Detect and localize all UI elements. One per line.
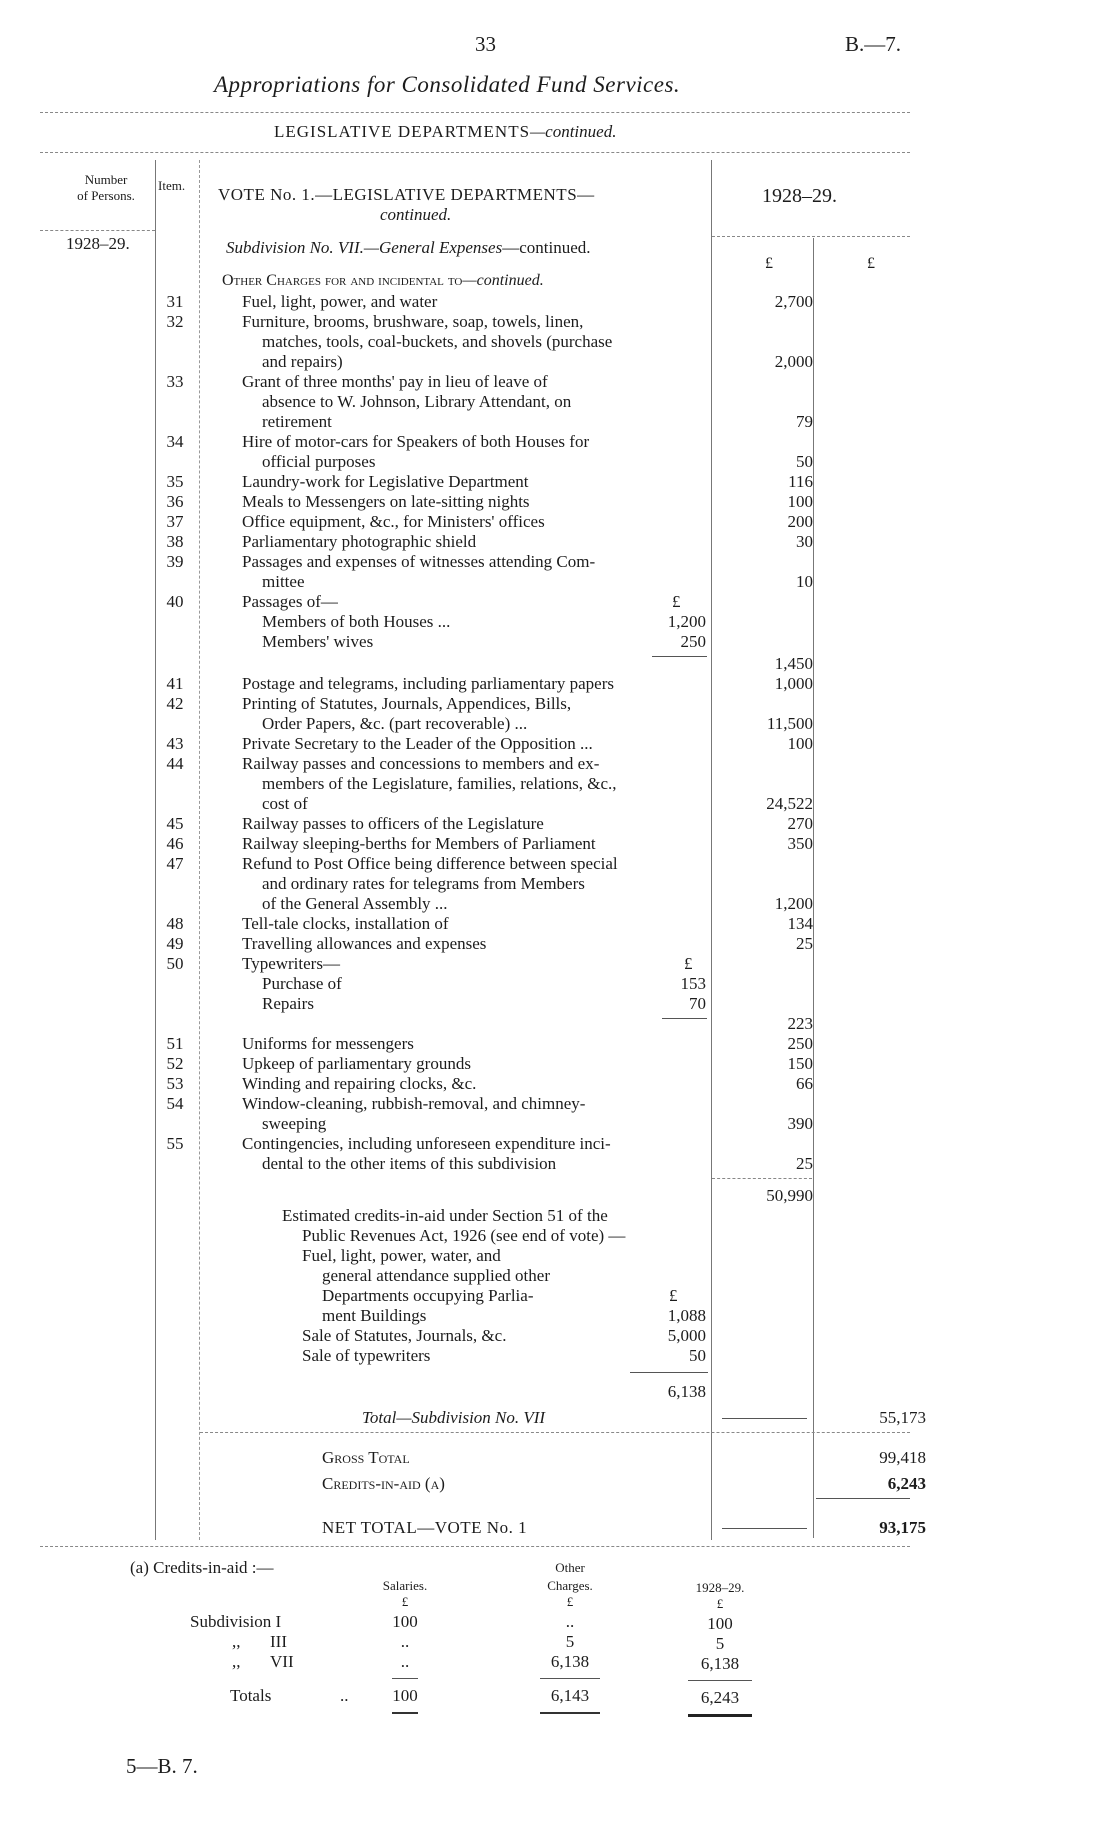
footnote-row-other: 6,138: [550, 1652, 590, 1671]
footnote-total-double-rule: [540, 1712, 600, 1714]
item-description: Contingencies, including unforeseen expenditure inci-: [242, 1134, 611, 1153]
footnote-col-other-2: Charges.: [547, 1578, 593, 1593]
year-persons-header: 1928–29.: [66, 234, 130, 253]
item-number: 45: [166, 814, 184, 833]
document-reference: B.—7.: [845, 32, 902, 56]
footnote-title: (a) Credits-in-aid :—: [130, 1558, 274, 1577]
item-number: 48: [166, 914, 184, 933]
title-rule: [40, 112, 910, 113]
footnote-ditto: ,,: [232, 1632, 241, 1651]
item-number: 52: [166, 1054, 184, 1073]
other-charges-cont: —continued.: [462, 272, 544, 289]
item-amount: 30: [796, 532, 813, 551]
year-header-rule: [712, 236, 910, 237]
credits-line: Estimated credits-in-aid under Section 51 of the: [282, 1206, 608, 1225]
credits-line: Departments occupying Parlia-: [322, 1286, 534, 1305]
totals-rule: [200, 1432, 910, 1433]
credits-line: Fuel, light, power, water, and: [302, 1246, 501, 1265]
item-description: Winding and repairing clocks, &c.: [242, 1074, 477, 1093]
item-description: Travelling allowances and expenses: [242, 934, 487, 953]
item-description-cont: of the General Assembly ...: [262, 894, 448, 913]
item-description: Tell-tale clocks, installation of: [242, 914, 449, 933]
passages-sub-value: 250: [680, 632, 706, 651]
item-number: 37: [166, 512, 184, 531]
gross-total-label: Gross Total: [322, 1448, 410, 1467]
item-amount: 116: [788, 472, 813, 491]
item-number: 51: [166, 1034, 184, 1053]
footnote-pound: £: [716, 1596, 724, 1611]
passages-pound: £: [672, 592, 681, 611]
item-description: Passages and expenses of witnesses attending Com-: [242, 552, 596, 571]
item-amount: 390: [787, 1114, 813, 1133]
item-description: Refund to Post Office being difference between special: [242, 854, 618, 873]
subdivision-total-dash: [722, 1418, 807, 1419]
typewriters-sub-value: 153: [680, 974, 706, 993]
subdivision-total-label: Total—Subdivision No. VII: [362, 1408, 546, 1427]
credits-in-aid-label-text: Credits-in-aid (a): [322, 1474, 445, 1493]
page-footer: 5—B. 7.: [126, 1754, 198, 1778]
item-amount: 25: [796, 934, 813, 953]
footnote-sum-rule: [540, 1678, 600, 1679]
item-amount: 200: [787, 512, 813, 531]
item-number: 38: [166, 532, 184, 551]
footnote-total-double-rule: [688, 1714, 752, 1717]
item-description: Grant of three months' pay in lieu of leave of: [242, 372, 548, 391]
footnote-row-label: VII: [270, 1652, 294, 1671]
footnote-row-salaries: 100: [392, 1612, 418, 1631]
item-number: 46: [166, 834, 184, 853]
credits-sale-statutes-value: 5,000: [667, 1326, 706, 1345]
item-number: 41: [166, 674, 184, 693]
net-total-dash: [722, 1528, 807, 1529]
footnote-col-year: 1928–29.: [695, 1580, 745, 1595]
footnote-row-other: 5: [565, 1632, 575, 1651]
item-description-cont: mittee: [262, 572, 305, 591]
item-number: 40: [166, 592, 184, 611]
credits-sale-statutes: Sale of Statutes, Journals, &c.: [302, 1326, 507, 1345]
item-amount: 10: [796, 572, 813, 591]
item-description: Private Secretary to the Leader of the Opposition ...: [242, 734, 593, 753]
item-amount: 350: [787, 834, 813, 853]
item-description: Upkeep of parliamentary grounds: [242, 1054, 471, 1073]
typewriters-sub-label: Repairs: [262, 994, 314, 1013]
item-description: Hire of motor-cars for Speakers of both Houses for: [242, 432, 590, 451]
subdivision-heading: [226, 238, 591, 258]
typewriters-sub-label: Purchase of: [262, 974, 342, 993]
item-amount: 1,000: [774, 674, 813, 693]
vote-header-continued: continued.: [380, 205, 452, 224]
credits-sale-typewriters-value: 50: [689, 1346, 706, 1365]
pound-header-amount: £: [765, 255, 773, 272]
subtotal-amount: 50,990: [766, 1186, 813, 1205]
other-charges-label: Other Charges for and incidental to: [222, 272, 463, 289]
item-amount: 11,500: [766, 714, 813, 733]
item-amount: 1,200: [774, 894, 813, 913]
net-total-value: 93,175: [879, 1518, 926, 1537]
item-number: 42: [166, 694, 184, 713]
number-of-persons-header: [60, 172, 152, 204]
footnote-total-double-rule: [392, 1712, 418, 1714]
footnote-pound: £: [401, 1594, 409, 1609]
item-amount: 50: [796, 452, 813, 471]
item-amount: 2,700: [774, 292, 813, 311]
section-title: [274, 122, 616, 142]
footnote-row-year: 6,138: [700, 1654, 740, 1673]
item-description: Railway passes and concessions to members and ex-: [242, 754, 600, 773]
item-number: 39: [166, 552, 184, 571]
item-description-cont: absence to W. Johnson, Library Attendant, on: [262, 392, 572, 411]
persons-header-rule: [40, 230, 155, 231]
item-description: Fuel, light, power, and water: [242, 292, 438, 311]
footnote-totals-label: Totals: [230, 1686, 272, 1705]
footnote-row-year: 100: [707, 1614, 733, 1633]
typewriters-sub-value: 70: [689, 994, 706, 1013]
page-number: 33: [475, 32, 496, 56]
item-description: Meals to Messengers on late-sitting nights: [242, 492, 530, 511]
footnote-col-salaries: Salaries.: [382, 1578, 428, 1593]
item-number: 53: [166, 1074, 184, 1093]
item-description: Postage and telegrams, including parliamentary papers: [242, 674, 614, 693]
typewriters-amount: 223: [787, 1014, 813, 1033]
item-amount: 79: [796, 412, 813, 431]
footnote-sum-rule: [392, 1678, 418, 1679]
footnote-totals-salaries: 100: [392, 1686, 418, 1705]
item-number: 50: [166, 954, 184, 973]
credits-pound: £: [669, 1286, 678, 1305]
item-description: Furniture, brooms, brushware, soap, towels, linen,: [242, 312, 584, 331]
item-amount: 150: [787, 1054, 813, 1073]
item-description: Printing of Statutes, Journals, Appendices, Bills,: [242, 694, 572, 713]
item-description-cont: dental to the other items of this subdivision: [262, 1154, 557, 1173]
item-header: Item.: [158, 178, 186, 193]
item-number: 43: [166, 734, 184, 753]
credits-fuel-value: 1,088: [667, 1306, 706, 1325]
number-header-line1: Number: [84, 172, 128, 187]
passages-sub-label: Members of both Houses ...: [262, 612, 451, 631]
credits-total: 6,138: [667, 1382, 706, 1401]
item-number: 55: [166, 1134, 184, 1153]
item-description-cont: sweeping: [262, 1114, 327, 1133]
footnote-totals-dots: ..: [340, 1686, 349, 1705]
item-number: 36: [166, 492, 184, 511]
footnote-row-label: Subdivision I: [190, 1612, 282, 1631]
footnote-row-other: ..: [565, 1612, 575, 1631]
footnote-totals-year: 6,243: [700, 1688, 740, 1707]
other-charges-heading: [222, 272, 544, 290]
credits-line: ment Buildings: [322, 1306, 427, 1325]
credits-sum-rule: [630, 1372, 708, 1373]
item-amount: 24,522: [766, 794, 813, 813]
item-amount: 134: [787, 914, 813, 933]
net-total-label: NET TOTAL—VOTE No. 1: [322, 1518, 528, 1537]
footnote-row-label: III: [270, 1632, 287, 1651]
footnote-ditto: ,,: [232, 1652, 241, 1671]
passages-sum-rule: [652, 656, 707, 657]
item-description: Parliamentary photographic shield: [242, 532, 477, 551]
item-description: Office equipment, &c., for Ministers' offices: [242, 512, 545, 531]
footnote-row-salaries: ..: [400, 1632, 410, 1651]
item-description-cont: and repairs): [262, 352, 343, 371]
subdivision-heading-main: Subdivision No. VII.—General Expenses: [226, 238, 503, 257]
footnote-row-year: 5: [715, 1634, 725, 1653]
item-description: Uniforms for messengers: [242, 1034, 414, 1053]
subdivision-total-value: 55,173: [879, 1408, 926, 1427]
section-rule: [40, 152, 910, 153]
item-amount: 270: [787, 814, 813, 833]
gross-total-value: 99,418: [879, 1448, 926, 1467]
credits-in-aid-value: 6,243: [887, 1474, 926, 1493]
item-description: Railway sleeping-berths for Members of Parliament: [242, 834, 596, 853]
passages-sub-value: 1,200: [667, 612, 706, 631]
item-number: 31: [166, 292, 184, 311]
item-column-divider: [199, 160, 200, 1540]
footnote-sum-rule: [688, 1680, 752, 1681]
credits-sale-typewriters: Sale of typewriters: [302, 1346, 431, 1365]
item-description: Window-cleaning, rubbish-removal, and chimney-: [242, 1094, 586, 1113]
number-header-line2: of Persons.: [77, 188, 135, 203]
item-description-cont: Order Papers, &c. (part recoverable) ...: [262, 714, 528, 733]
item-description-cont: cost of: [262, 794, 308, 813]
pound-header-total: £: [867, 255, 875, 272]
footnote-totals-other: 6,143: [550, 1686, 590, 1705]
passages-amount: 1,450: [774, 654, 813, 673]
subdivision-heading-cont: —continued.: [502, 238, 591, 257]
item-amount: 25: [796, 1154, 813, 1173]
typewriters-pound: £: [684, 954, 693, 973]
item-number: 35: [166, 472, 184, 491]
section-title-suffix: —continued.: [530, 122, 617, 141]
footnote-col-other-1: Other: [555, 1560, 585, 1575]
passages-label: Passages of—: [242, 592, 338, 611]
item-description-cont: matches, tools, coal-buckets, and shovels (purchase: [262, 332, 613, 351]
item-description-cont: members of the Legislature, families, relations, &c.,: [262, 774, 617, 793]
item-number: 34: [166, 432, 184, 451]
typewriters-label: Typewriters—: [242, 954, 340, 973]
item-amount: 100: [787, 734, 813, 753]
vote-header: VOTE No. 1.—LEGISLATIVE DEPARTMENTS—: [218, 185, 595, 204]
credits-in-aid-label: [322, 1474, 445, 1494]
passages-sub-label: Members' wives: [262, 632, 374, 651]
credits-line: general attendance supplied other: [322, 1266, 550, 1285]
credits-line: Public Revenues Act, 1926 (see end of vote) —: [302, 1226, 626, 1245]
footnote-pound: £: [566, 1594, 574, 1609]
typewriters-sum-rule: [662, 1018, 707, 1019]
subtotal-rule: [712, 1178, 812, 1179]
total-column-divider: [813, 238, 814, 1538]
item-amount: 250: [787, 1034, 813, 1053]
item-number: 54: [166, 1094, 184, 1113]
item-number: 33: [166, 372, 184, 391]
item-description-cont: retirement: [262, 412, 332, 431]
item-description: Railway passes to officers of the Legislature: [242, 814, 544, 833]
item-number: 44: [166, 754, 184, 773]
item-amount: 2,000: [774, 352, 813, 371]
item-number: 47: [166, 854, 184, 873]
item-amount: 100: [787, 492, 813, 511]
page-title: Appropriations for Consolidated Fund Services.: [214, 72, 681, 97]
footnote-row-salaries: ..: [400, 1652, 410, 1671]
item-amount: 66: [796, 1074, 813, 1093]
amount-column-divider: [711, 160, 712, 1540]
net-total-rule: [816, 1498, 910, 1499]
footnote-rule: [40, 1546, 910, 1547]
item-description-cont: official purposes: [262, 452, 376, 471]
item-number: 32: [166, 312, 184, 331]
item-description: Laundry-work for Legislative Department: [242, 472, 529, 491]
item-description-cont: and ordinary rates for telegrams from Members: [262, 874, 585, 893]
item-number: 49: [166, 934, 184, 953]
year-header: 1928–29.: [762, 185, 837, 207]
section-title-main: LEGISLATIVE DEPARTMENTS: [274, 122, 531, 141]
